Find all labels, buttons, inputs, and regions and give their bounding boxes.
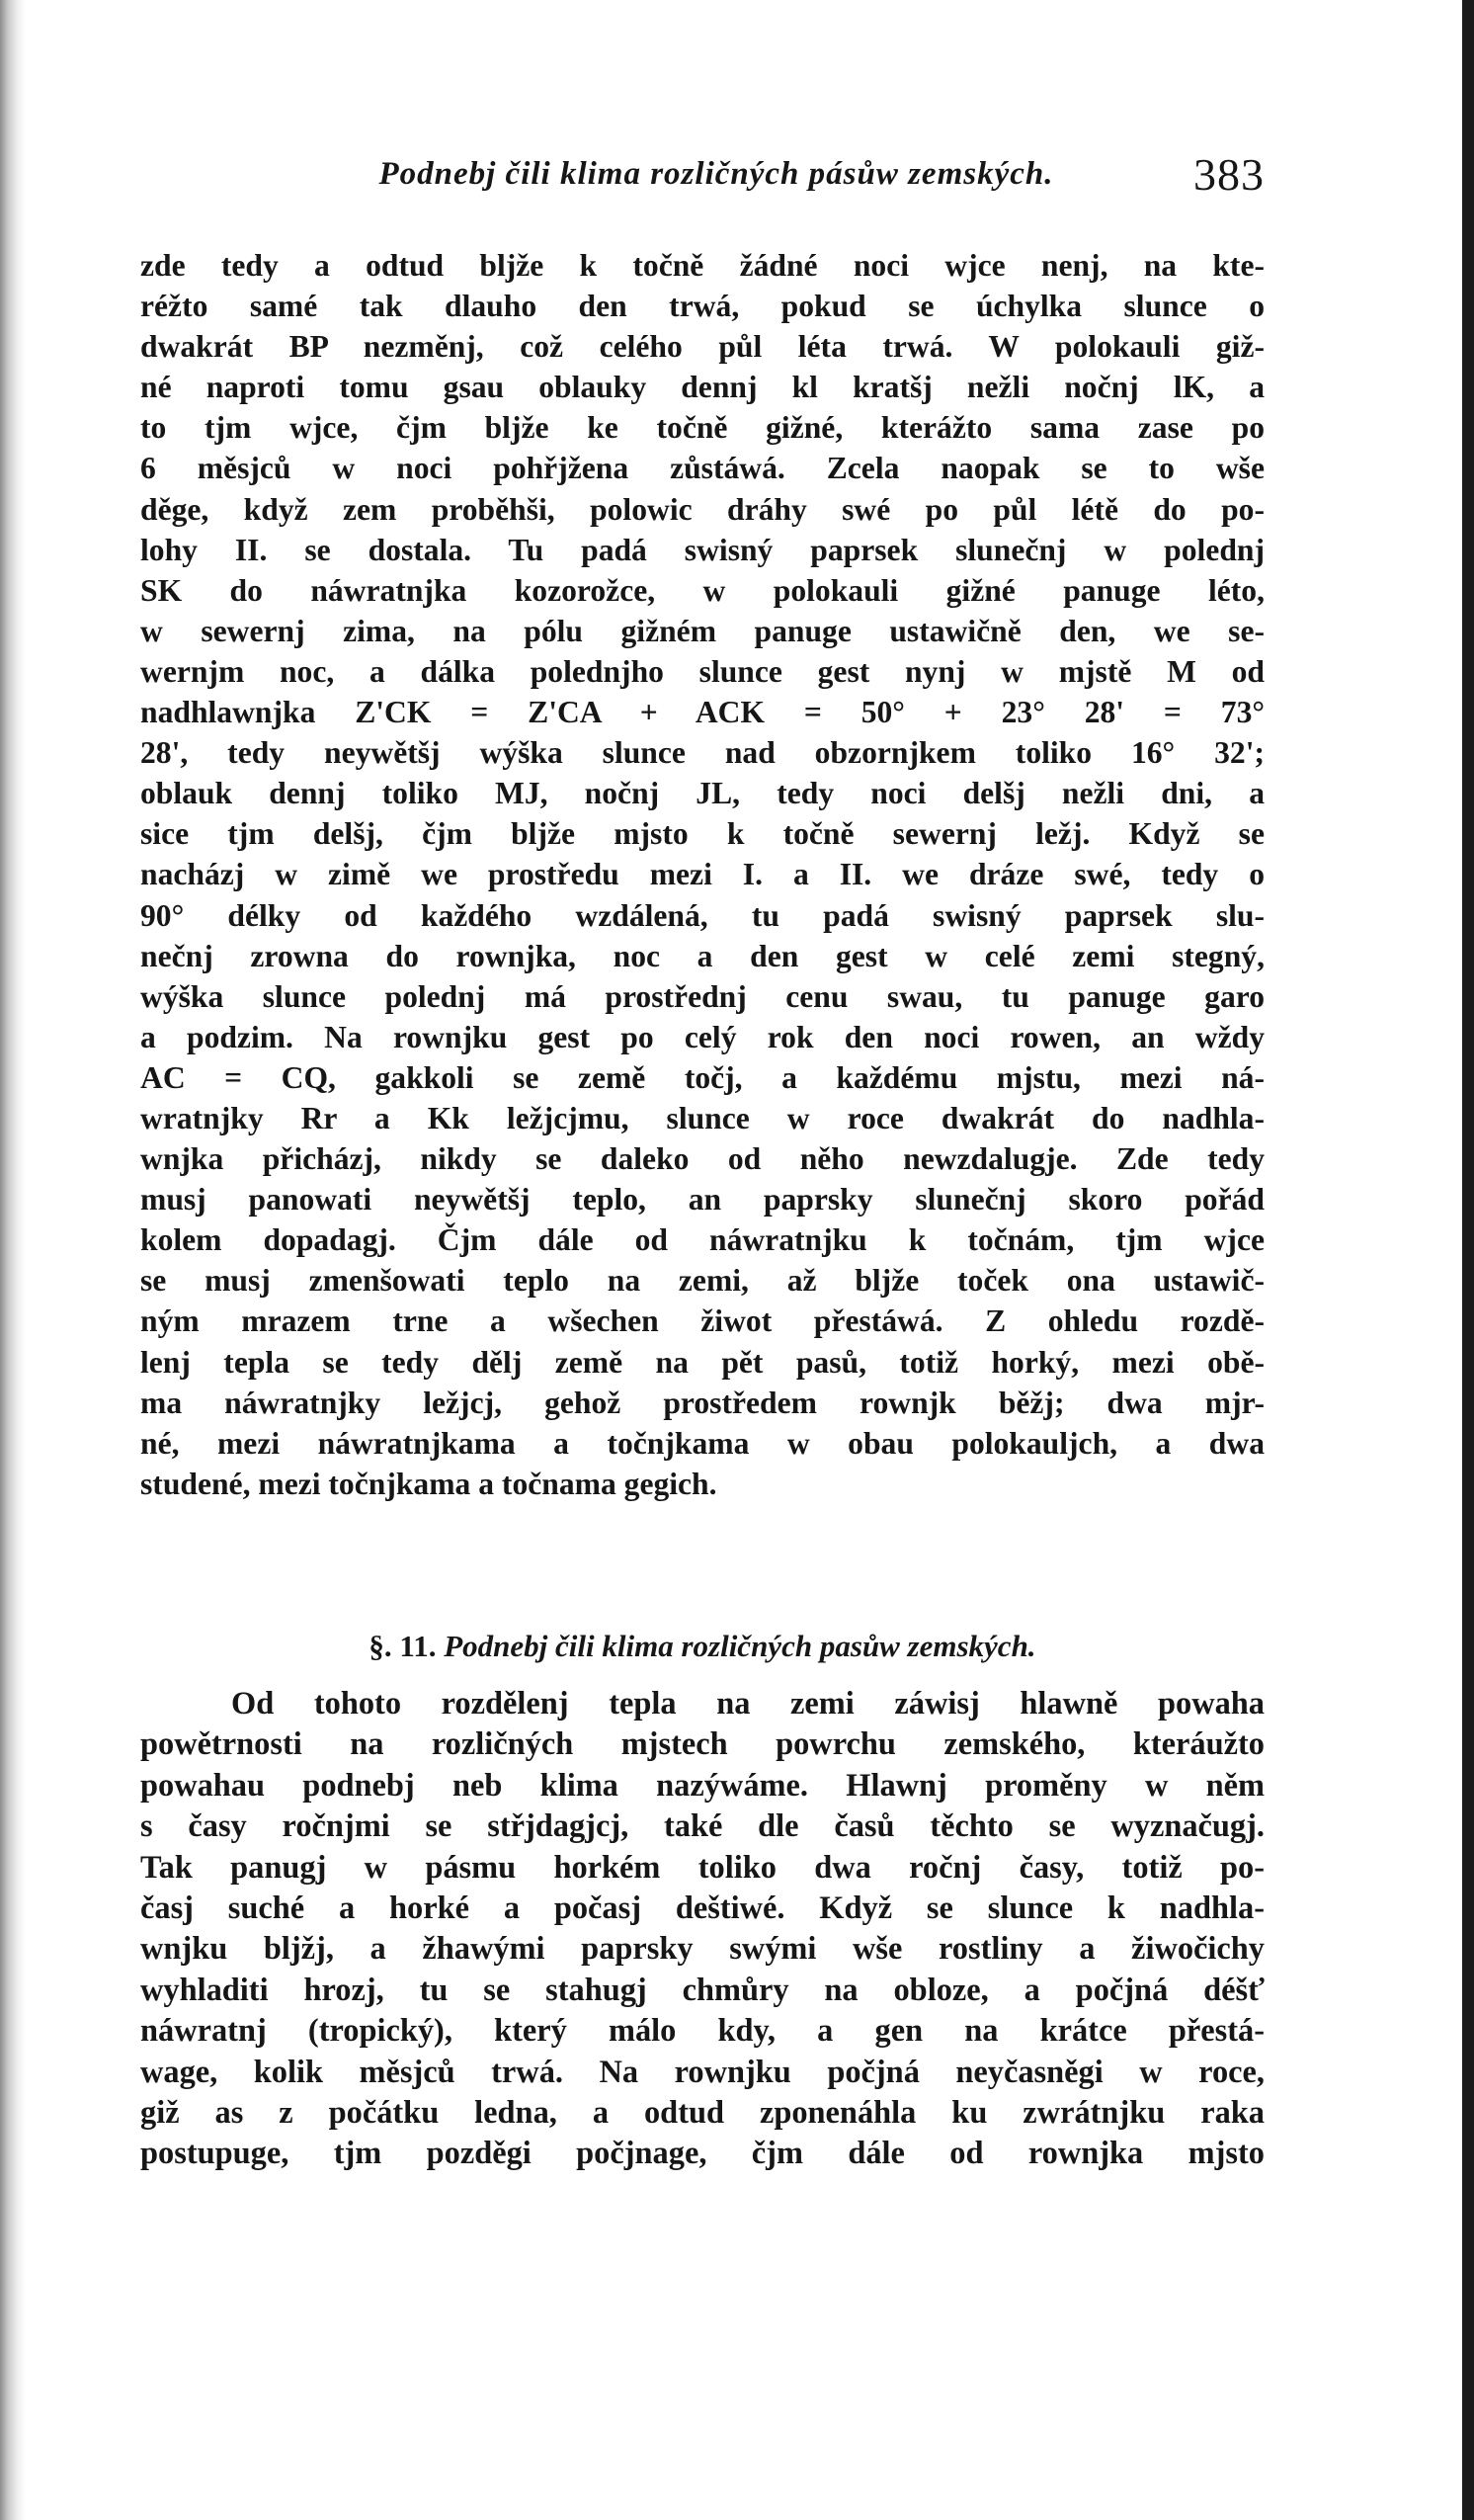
text-line: dwakrát BP nezměnj, což celého půl léta trwá. W polokauli giž- [140,329,1265,365]
paragraph-section-11 [140,1684,1265,2175]
section-title: Podnebj čili klima rozličných pasůw zemských. [444,1629,1036,1663]
text-line: 90° délky od každého wzdálená, tu padá swisný paprsek slu- [140,897,1265,933]
text-line: wernjm noc, a dálka polednjho slunce gest nynj w mjstě M od [140,653,1265,689]
text-line: a podzim. Na rownjku gest po celý rok den noci rowen, an wždy [140,1019,1265,1054]
text-line-first: Od tohoto rozdělenj tepla na zemi záwisj hlawně powaha [231,1686,1265,1722]
text-line: wyhladiti hrozj, tu se stahugj chmůry na obloze, a počjná déšť [140,1972,1265,2008]
text-line: wage, kolik měsjců trwá. Na rownjku počjná neyčasněgi w roce, [140,2054,1265,2090]
page-number: 383 [1193,149,1265,200]
text-line: né, mezi náwratnjkama a točnjkama w obau polokauljch, a dwa [140,1425,1265,1461]
text-line: powětrnosti na rozličných mjstech powrchu zemského, kteráužto [140,1726,1265,1763]
page-right-border [1462,0,1474,2520]
running-title: Podnebj čili klima rozličných pásůw zemských. [378,156,1054,192]
text-line: lenj tepla se tedy dělj země na pět pasů, totiž horký, mezi obě- [140,1344,1265,1380]
text-line: wnjku bljžj, a žhawými paprsky swými wše rostliny a žiwočichy [140,1931,1265,1968]
text-line: kolem dopadagj. Čjm dále od náwratnjku k točnám, tjm wjce [140,1222,1265,1258]
section-number: §. 11. [368,1629,437,1663]
text-line: ným mrazem trne a wšechen žiwot přestáwá. Z ohledu rozdě- [140,1303,1265,1339]
text-line: powahau podnebj neb klima nazýwáme. Hlawnj proměny w něm [140,1767,1265,1804]
text-line: wratnjky Rr a Kk ležjcjmu, slunce w roce dwakrát do nadhla- [140,1100,1265,1135]
text-line: wýška slunce polednj má prostřednj cenu swau, tu panuge garo [140,978,1265,1014]
text-line: lohy II. se dostala. Tu padá swisný paprsek slunečnj w polednj [140,532,1265,567]
text-line: ma náwratnjky ležjcj, gehož prostředem rownjk běžj; dwa mjr- [140,1385,1265,1420]
paragraph-main [140,245,1265,1504]
text-line: 28', tedy neywětšj wýška slunce nad obzornjkem toliko 16° 32'; [140,735,1265,771]
text-line: časj suché a horké a počasj deštiwé. Když se slunce k nadhla- [140,1890,1265,1927]
text-line: AC = CQ, gakkoli se země točj, a každému mjstu, mezi ná- [140,1059,1265,1095]
text-line: musj panowati neywětšj teplo, an paprsky slunečnj skoro pořád [140,1182,1265,1218]
text-line: nečnj zrowna do rownjka, noc a den gest w celé zemi stegný, [140,938,1265,973]
text-line: s časy ročnjmi se střjdagjcj, také dle časů těchto se wyznačugj. [140,1808,1265,1845]
text-line: né naproti tomu gsau oblauky dennj kl kratšj nežli nočnj lK, a [140,370,1265,405]
text-line-last: studené, mezi točnjkama a točnama gegich. [140,1466,717,1501]
text-line: zde tedy a odtud bljže k točně žádné noci wjce nenj, na kte- [140,248,1265,283]
text-line: oblauk dennj toliko MJ, nočnj JL, tedy noci delšj nežli dni, a [140,776,1265,811]
text-line: nacházj w zimě we prostředu mezi I. a II. we dráze swé, tedy o [140,857,1265,892]
text-line: Tak panugj w pásmu horkém toliko dwa ročnj časy, totiž po- [140,1849,1265,1886]
text-line: sice tjm delšj, čjm bljže mjsto k točně sewernj ležj. Když se [140,816,1265,852]
text-line: děge, když zem proběhši, polowic dráhy swé po půl létě do po- [140,491,1265,527]
text-line: giž as z počátku ledna, a odtud zponenáhla ku zwrátnjku raka [140,2095,1265,2132]
text-line: náwratnj (tropický), který málo kdy, a gen na krátce přestá- [140,2013,1265,2050]
text-line: 6 měsjců w noci pohřjžena zůstáwá. Zcela naopak se to wše [140,451,1265,486]
text-line: wnjka přicházj, nikdy se daleko od něho newzdalugje. Zde tedy [140,1141,1265,1177]
section-heading [140,1629,1265,1664]
text-line: postupuge, tjm pozděgi počjnage, čjm dále od rownjka mjsto [140,2136,1265,2172]
text-line: w sewernj zima, na pólu gižném panuge ustawičně den, we se- [140,613,1265,648]
text-line: réžto samé tak dlauho den trwá, pokud se úchylka slunce o [140,289,1265,324]
text-line: nadhlawnjka Z'CK = Z'CA + ACK = 50° + 23° 28' = 73° [140,695,1265,730]
text-line: SK do náwratnjka kozorožce, w polokauli gižné panuge léto, [140,572,1265,608]
text-line: se musj zmenšowati teplo na zemi, až bljže toček ona ustawič- [140,1263,1265,1299]
text-line: to tjm wjce, čjm bljže ke točně gižné, kterážto sama zase po [140,410,1265,446]
